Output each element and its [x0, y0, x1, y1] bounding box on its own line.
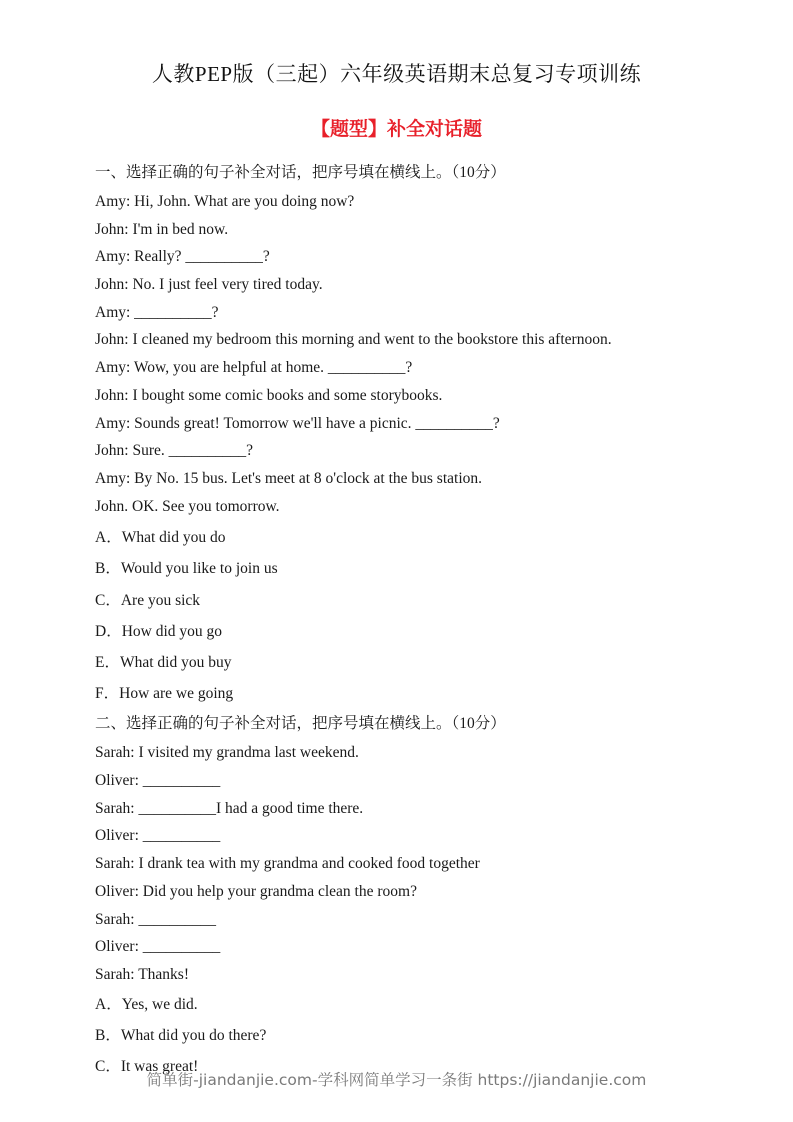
dialogue-line: John: Sure. __________? [95, 442, 254, 460]
section-1-heading: 一、选择正确的句子补全对话，把序号填在横线上。（10分） [95, 164, 506, 181]
dialogue-line: John: No. I just feel very tired today. [95, 276, 323, 294]
dialogue-line: John: I'm in bed now. [95, 220, 229, 238]
section-1-dialogue [95, 188, 755, 520]
section-2-heading: 二、选择正确的句子补全对话，把序号填在横线上。（10分） [95, 715, 506, 733]
dialogue-line: Sarah: __________I had a good time there. [95, 799, 364, 817]
dialogue-line: Amy: By No. 15 bus. Let's meet at 8 o'clock at the bus station. [95, 469, 483, 487]
option-item: A．Yes, we did. [95, 995, 198, 1013]
question-type-subtitle: 【题型】补全对话题 [310, 118, 482, 140]
dialogue-line: Amy: Wow, you are helpful at home. __________? [95, 359, 413, 377]
section-1-options [95, 522, 755, 709]
dialogue-line: Oliver: Did you help your grandma clean the room? [95, 882, 417, 900]
option-item: D．How did you go [95, 622, 223, 640]
footer-watermark: 简单街-jiandanjie.com-学科网简单学习一条街 https://jiandanjie.com [146, 1071, 647, 1089]
option-item: C．It was great! [95, 1057, 199, 1075]
dialogue-line: Sarah: __________ [95, 910, 216, 928]
dialogue-line: John. OK. See you tomorrow. [95, 497, 280, 515]
section-2-dialogue [95, 739, 755, 988]
dialogue-line: Sarah: I visited my grandma last weekend. [95, 744, 359, 762]
option-item: A．What did you do [95, 529, 226, 547]
dialogue-line: Sarah: Thanks! [95, 965, 189, 983]
dialogue-line: Oliver: __________ [95, 827, 221, 845]
option-item: E．What did you buy [95, 654, 232, 671]
dialogue-line: Amy: Sounds great! Tomorrow we'll have a picnic. __________? [95, 414, 500, 432]
option-item: B．What did you do there? [95, 1026, 267, 1044]
dialogue-line: Amy: Hi, John. What are you doing now? [95, 193, 355, 210]
option-item: C．Are you sick [95, 591, 201, 609]
dialogue-line: Sarah: I drank tea with my grandma and cooked food together [95, 855, 480, 873]
page-title: 人教PEP版（三起）六年级英语期末总复习专项训练 [151, 62, 642, 86]
dialogue-line: John: I cleaned my bedroom this morning and went to the bookstore this afternoon. [95, 331, 612, 349]
dialogue-line: Oliver: __________ [95, 938, 221, 956]
worksheet-content [95, 160, 755, 1082]
dialogue-line: John: I bought some comic books and some storybooks. [95, 386, 443, 404]
dialogue-line: Oliver: __________ [95, 772, 221, 790]
option-item: F．How are we going [95, 685, 234, 703]
dialogue-line: Amy: Really? __________? [95, 248, 270, 266]
option-item: B．Would you like to join us [95, 560, 278, 578]
dialogue-line: Amy: __________? [95, 303, 219, 321]
